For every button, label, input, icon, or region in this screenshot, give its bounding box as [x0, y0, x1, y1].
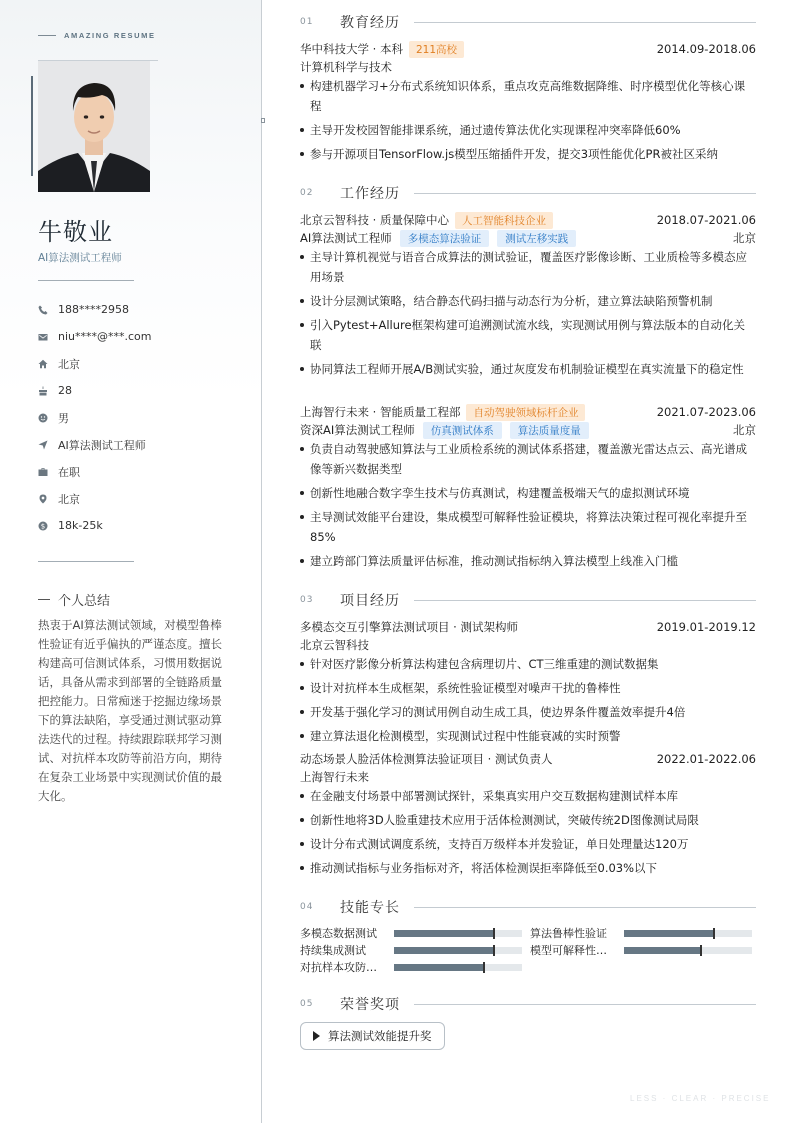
project-header [300, 750, 756, 768]
job-position-row [300, 229, 756, 247]
skill-tag: 仿真测试体系 [423, 422, 502, 439]
skill-name: 对抗样本攻防… [300, 961, 377, 974]
summary-title: 个人总结 [58, 594, 111, 609]
job-bullets [300, 439, 756, 575]
project-bullets [300, 786, 756, 882]
list-item: 负责自动驾驶感知算法与工业质检系统的测试体系搭建，覆盖激光雷达点云、高光谱成像等新兴数据类型 [300, 439, 756, 479]
skill-item [300, 942, 522, 958]
candidate-role: AI算法测试工程师 [38, 252, 122, 264]
skill-bar [394, 930, 522, 937]
skill-name: 多模态数据测试 [300, 927, 377, 940]
summary-heading [38, 590, 110, 609]
company-tag: 人工智能科技企业 [455, 212, 553, 229]
education-bullets [300, 76, 756, 168]
section-rule [414, 600, 756, 601]
project-org-row [300, 636, 756, 654]
skill-fill [394, 930, 494, 937]
project-name: 多模态交互引擎算法测试项目 · 测试架构师 [300, 620, 518, 634]
skill-marker [700, 945, 702, 956]
job-position: AI算法测试工程师 [300, 231, 392, 245]
company-name: 北京云智科技 · 质量保障中心 [300, 213, 449, 227]
info-salary-value: 18k-25k [58, 519, 103, 532]
education-date: 2014.09-2018.06 [656, 42, 756, 56]
info-email [38, 323, 248, 350]
list-item: 协同算法工程师开展A/B测试实验，通过灰度发布机制验证模型在真实流量下的稳定性 [300, 359, 756, 379]
section-number: 02 [300, 188, 314, 198]
info-gender-value: 男 [58, 411, 69, 425]
skill-bar [624, 930, 752, 937]
section-work-header [300, 183, 756, 203]
list-item: 引入Pytest+Allure框架构建可追溯测试流水线，实现测试用例与算法版本的自动化关联 [300, 315, 756, 355]
skill-marker [483, 962, 485, 973]
list-item: 主导开发校园智能排课系统，通过遗传算法优化实现课程冲突率降低60% [300, 120, 756, 140]
project-header [300, 618, 756, 636]
section-education-header [300, 12, 756, 32]
list-item: 设计对抗样本生成框架，系统性验证模型对噪声干扰的鲁棒性 [300, 678, 756, 698]
skill-name: 模型可解释性… [530, 944, 607, 957]
project-bullets [300, 654, 756, 750]
briefcase-icon [38, 467, 58, 477]
skill-item [300, 925, 522, 941]
brand [38, 31, 156, 40]
project-date: 2019.01-2019.12 [656, 620, 756, 634]
project-org-row [300, 768, 756, 786]
section-number: 04 [300, 902, 314, 912]
project-name: 动态场景人脸活体检测算法验证项目 · 测试负责人 [300, 752, 553, 766]
section-projects-header [300, 590, 756, 610]
skill-tag: 测试左移实践 [497, 230, 576, 247]
face-icon [38, 413, 58, 423]
list-item: 参与开源项目TensorFlow.js模型压缩插件开发，提交3项性能优化PR被社区采纳 [300, 144, 756, 164]
job-header [300, 403, 756, 421]
company-tag: 自动驾驶领域标杆企业 [466, 404, 585, 421]
skill-fill [624, 947, 701, 954]
skill-fill [624, 930, 714, 937]
skill-fill [394, 947, 494, 954]
list-item: 设计分层测试策略，结合静态代码扫描与动态行为分析，建立算法缺陷预警机制 [300, 291, 756, 311]
info-salary [38, 512, 248, 539]
skill-marker [493, 945, 495, 956]
summary-text: 热衷于AI算法测试领域，对模型鲁棒性验证有近乎偏执的严谨态度。擅长构建高可信测试体系，习惯用数据说话，具备从需求到部署的全链路质量把控能力。日常痴迷于挖掘边缘场景下的算法缺陷，享受通过测试驱动算法迭代的过程。持续跟踪联邦学习测试、对抗样本攻防等前沿方向，期待在复杂工业场景中实现测试价值的最大化。 [38, 618, 222, 803]
project-org: 上海智行未来 [300, 770, 369, 784]
footer-tagline: LESS · CLEAR · PRECISE [630, 1094, 771, 1103]
info-location-value: 北京 [58, 492, 80, 506]
list-item: 开发基于强化学习的测试用例自动生成工具，使边界条件覆盖效率提升4倍 [300, 702, 756, 722]
info-location [38, 485, 248, 512]
section-rule [414, 907, 756, 908]
info-age [38, 377, 248, 404]
skill-item [530, 925, 752, 941]
profile-divider [38, 280, 134, 281]
school-tag: 211高校 [409, 41, 464, 58]
section-number: 01 [300, 17, 314, 27]
list-item: 推动测试指标与业务指标对齐，将活体检测误拒率降低至0.03%以下 [300, 858, 756, 878]
list-item: 创新性地融合数字孪生技术与仿真测试，构建覆盖极端天气的虚拟测试环境 [300, 483, 756, 503]
skill-marker [713, 928, 715, 939]
section-skills-header [300, 897, 756, 917]
list-item: 设计分布式测试调度系统，支持百万级样本并发验证，单日处理量达120万 [300, 834, 756, 854]
section-awards-header [300, 994, 756, 1014]
skill-bar [624, 947, 752, 954]
info-position [38, 431, 248, 458]
section-title: 项目经历 [340, 593, 400, 609]
section-rule [414, 193, 756, 194]
skill-marker [493, 928, 495, 939]
location-icon [38, 494, 58, 504]
job-date: 2021.07-2023.06 [656, 405, 756, 419]
project-org: 北京云智科技 [300, 638, 369, 652]
cake-icon [38, 386, 58, 396]
list-item: 主导计算机视觉与语音合成算法的测试验证，覆盖医疗影像诊断、工业质检等多模态应用场景 [300, 247, 756, 287]
info-home-value: 北京 [58, 357, 80, 371]
section-number: 05 [300, 999, 314, 1009]
brand-rule [38, 35, 56, 36]
info-home [38, 350, 248, 377]
project-date: 2022.01-2022.06 [656, 752, 756, 766]
home-icon [38, 359, 58, 369]
education-header [300, 40, 756, 58]
play-icon [313, 1031, 320, 1041]
skill-tag: 多模态算法验证 [400, 230, 490, 247]
info-status [38, 458, 248, 485]
school-name: 华中科技大学 · 本科 [300, 42, 403, 56]
job-date: 2018.07-2021.06 [656, 213, 756, 227]
education-major-row [300, 58, 756, 76]
info-email-value: niu****@***.com [58, 330, 152, 343]
brand-label: AMAZING RESUME [64, 31, 156, 40]
list-item: 建立跨部门算法质量评估标准，推动测试指标纳入算法模型上线准入门槛 [300, 551, 756, 571]
section-title: 技能专长 [340, 900, 400, 916]
summary-heading-rule [38, 599, 50, 600]
job-position: 资深AI算法测试工程师 [300, 423, 415, 437]
list-item: 主导测试效能平台建设，集成模型可解释性验证模块，将算法决策过程可视化率提升至85% [300, 507, 756, 547]
list-item: 针对医疗影像分析算法构建包含病理切片、CT三维重建的测试数据集 [300, 654, 756, 674]
mail-icon [38, 332, 58, 342]
money-icon [38, 521, 58, 531]
section-number: 03 [300, 595, 314, 605]
candidate-name: 牛敬业 [38, 218, 113, 246]
section-rule [414, 1004, 756, 1005]
skill-bar [394, 947, 522, 954]
info-divider [38, 561, 134, 562]
job-city: 北京 [733, 231, 756, 245]
profile-photo [38, 61, 150, 192]
company-name: 上海智行未来 · 智能质量工程部 [300, 405, 461, 419]
portrait-illustration [38, 61, 150, 192]
info-position-value: AI算法测试工程师 [58, 438, 146, 452]
skill-tag: 算法质量度量 [510, 422, 589, 439]
job-city: 北京 [733, 423, 756, 437]
skill-item [530, 942, 752, 958]
send-icon [38, 440, 58, 450]
section-title: 工作经历 [340, 186, 400, 202]
skill-name: 算法鲁棒性验证 [530, 927, 607, 940]
major: 计算机科学与技术 [300, 60, 392, 74]
list-item: 建立算法退化检测模型，实现测试过程中性能衰减的实时预警 [300, 726, 756, 746]
phone-icon [38, 305, 58, 315]
award-badge [300, 1022, 445, 1050]
skill-fill [394, 964, 484, 971]
list-item: 构建机器学习+分布式系统知识体系，重点攻克高维数据降维、时序模型优化等核心课程 [300, 76, 756, 116]
divider-marker [261, 118, 265, 123]
photo-accent-bar [31, 76, 33, 176]
contact-info [38, 296, 248, 539]
section-title: 教育经历 [340, 15, 400, 31]
info-age-value: 28 [58, 384, 72, 397]
list-item: 创新性地将3D人脸重建技术应用于活体检测测试，突破传统2D图像测试局限 [300, 810, 756, 830]
section-title: 荣誉奖项 [340, 997, 400, 1013]
section-rule [414, 22, 756, 23]
job-bullets [300, 247, 756, 383]
info-gender [38, 404, 248, 431]
award-name: 算法测试效能提升奖 [328, 1029, 432, 1043]
info-phone-value: 188****2958 [58, 303, 129, 316]
job-header [300, 211, 756, 229]
info-phone [38, 296, 248, 323]
skill-bar [394, 964, 522, 971]
skill-item [300, 959, 522, 975]
info-status-value: 在职 [58, 465, 80, 479]
list-item: 在金融支付场景中部署测试探针，采集真实用户交互数据构建测试样本库 [300, 786, 756, 806]
svg-text:$: $ [40, 521, 46, 530]
job-position-row [300, 421, 756, 439]
skill-name: 持续集成测试 [300, 944, 366, 957]
